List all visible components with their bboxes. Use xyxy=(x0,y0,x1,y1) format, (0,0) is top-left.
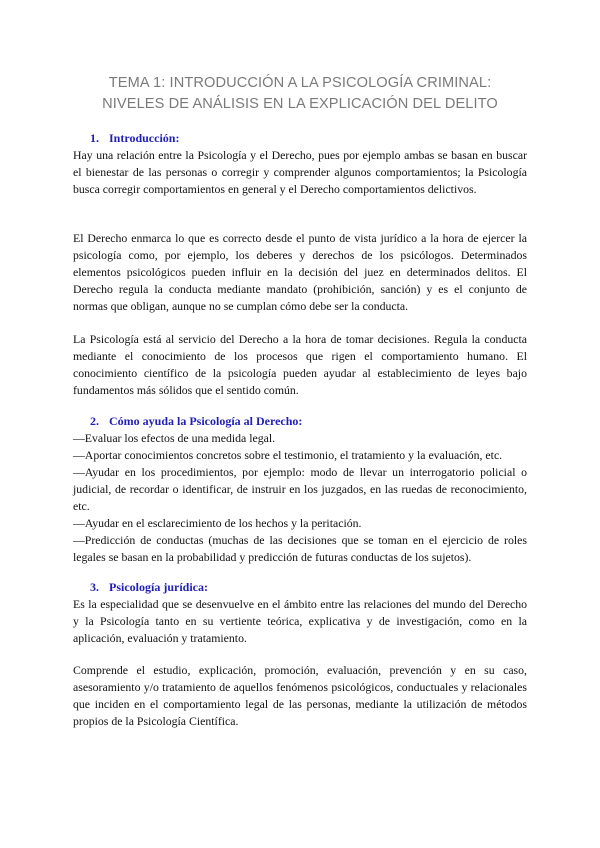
section-2-number: 2. xyxy=(90,414,99,428)
list-item: —Ayudar en el esclarecimiento de los hechos y la peritación. xyxy=(73,516,362,530)
section-2-list xyxy=(73,430,527,566)
section-3-title: Psicología jurídica: xyxy=(109,580,208,594)
list-item: —Evaluar los efectos de una medida legal. xyxy=(73,431,276,445)
list-item: —Aportar conocimientos concretos sobre el testimonio, el tratamiento y la evaluación, etc. xyxy=(73,448,503,462)
title-line-1: TEMA 1: INTRODUCCIÓN A LA PSICOLOGÍA CRIMINAL: xyxy=(108,75,492,91)
section-3-paragraph-2: Comprende el estudio, explicación, promoción, evaluación, prevención y en su caso, asesoramiento y/o tratamiento de aquellos fenómenos psicológicos, conductuales y relacionales que inciden en el comportamiento legal de las personas, mediante la utilización de métodos propios de la Psicología Científica. xyxy=(73,663,527,728)
title-line-2: NIVELES DE ANÁLISIS EN LA EXPLICACIÓN DEL DELITO xyxy=(102,95,498,112)
section-1-title: Introducción: xyxy=(109,131,180,145)
section-3-number: 3. xyxy=(90,580,99,594)
section-1-heading xyxy=(90,131,179,146)
section-1-number: 1. xyxy=(90,131,99,145)
section-1-paragraph-2: El Derecho enmarca lo que es correcto desde el punto de vista jurídico a la hora de ejercer la psicología como, por ejemplo, los deberes y derechos de los psicólogos. Determinados elementos psicológicos pueden influir en la decisión del juez en determinados delitos. El Derecho regula la conducta mediante mandato (prohibición, sanción) y es el conjunto de normas que obligan, aunque no se cumplan cómo debe ser la conducta. xyxy=(73,231,527,313)
page-title xyxy=(60,73,540,114)
section-2-title: Cómo ayuda la Psicología al Derecho: xyxy=(109,414,303,428)
section-3-heading xyxy=(90,580,208,595)
list-item: —Predicción de conductas (muchas de las decisiones que se toman en el ejercicio de roles legales se basan en la probabilidad y predicción de futuras conductas de los sujetos). xyxy=(73,533,527,564)
section-3-paragraph-1: Es la especialidad que se desenvuelve en el ámbito entre las relaciones del mundo del Derecho y la Psicología tanto en su vertiente teórica, explicativa y de investigación, como en la aplicación, evaluación y tratamiento. xyxy=(73,597,527,645)
section-2-heading xyxy=(90,414,302,429)
section-1-paragraph-3: La Psicología está al servicio del Derecho a la hora de tomar decisiones. Regula la conducta mediante el conocimiento de los procesos que rigen el comportamiento humano. El conocimiento científico de la psicología pueden ayudar al establecimiento de leyes bajo fundamentos más sólidos que el sentido común. xyxy=(73,332,527,397)
list-item: —Ayudar en los procedimientos, por ejemplo: modo de llevar un interrogatorio policial o judicial, de recordar o identificar, de instruir en los juzgados, en las ruedas de reconocimiento, etc. xyxy=(73,465,527,513)
section-1-paragraph-1: Hay una relación entre la Psicología y el Derecho, pues por ejemplo ambas se basan en buscar el bienestar de las personas o corregir y comprender algunos comportamientos; la Psicología busca corregir comportamientos en general y el Derecho comportamientos delictivos. xyxy=(73,148,527,196)
